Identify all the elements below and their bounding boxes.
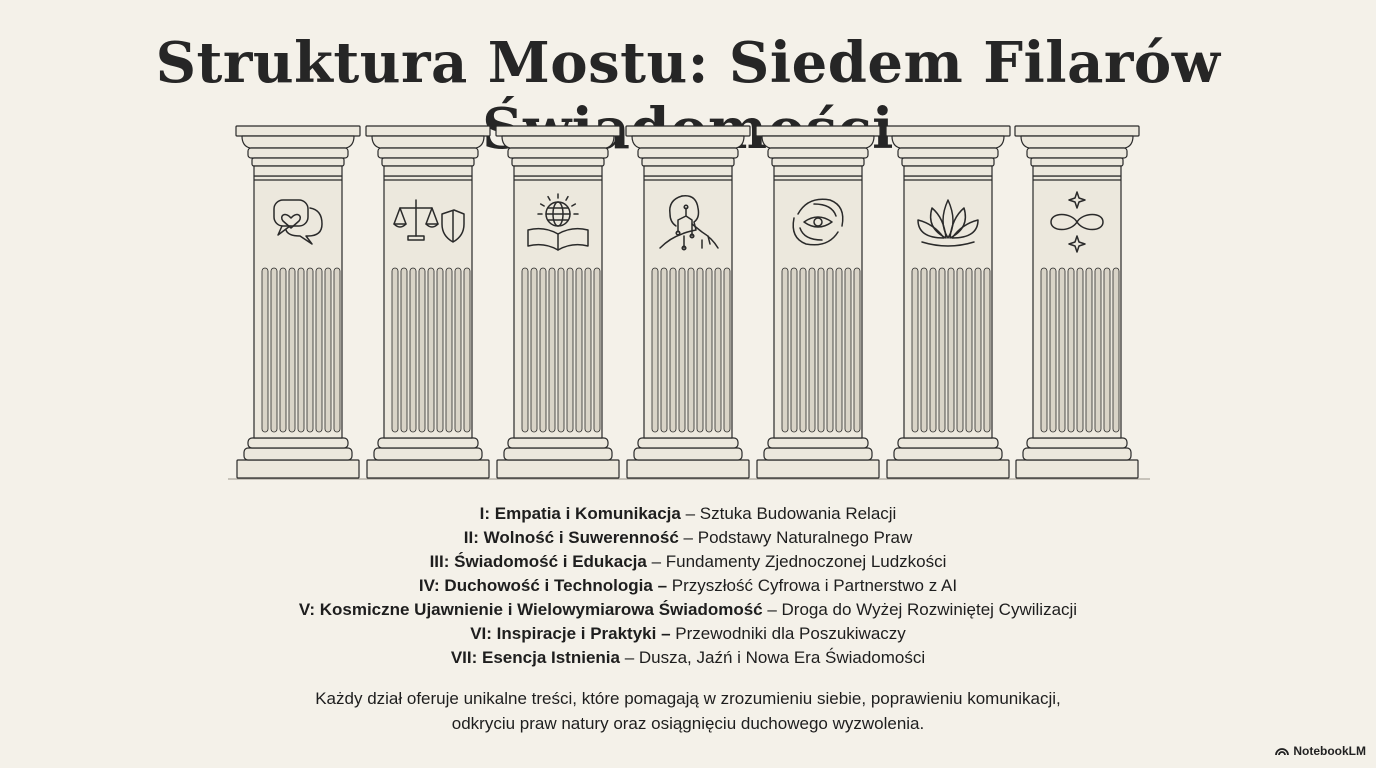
legend-pillar-subtitle: – Droga do Wyżej Rozwiniętej Cywilizacji — [762, 600, 1078, 619]
legend-pillar-subtitle: Przyszłość Cyfrowa i Partnerstwo z AI — [667, 576, 958, 595]
legend-pillar-subtitle: Przewodniki dla Poszukiwaczy — [670, 624, 906, 643]
legend-pillar-subtitle: – Podstawy Naturalnego Praw — [678, 528, 913, 547]
legend-pillar-name: III: Świadomość i Edukacja — [429, 552, 647, 571]
pillar — [1015, 126, 1139, 478]
brand-badge — [1275, 744, 1366, 758]
pillar — [626, 126, 750, 478]
pillars-illustration — [0, 118, 1376, 488]
legend-row — [0, 598, 1376, 622]
summary-line: Każdy dział oferuje unikalne treści, które pomagają w zrozumieniu siebie, poprawieniu komunikacji, — [315, 689, 1061, 708]
legend-pillar-subtitle: – Dusza, Jaźń i Nowa Era Świadomości — [619, 648, 926, 667]
legend-pillar-subtitle: – Sztuka Budowania Relacji — [680, 504, 897, 523]
legend-pillar-name: VI: Inspiracje i Praktyki – — [470, 624, 671, 643]
legend-pillar-name: IV: Duchowość i Technologia – — [418, 576, 668, 595]
brand-label: NotebookLM — [1293, 744, 1366, 758]
pillar — [366, 126, 490, 478]
summary-line: odkryciu praw natury oraz osiągnięciu duchowego wyzwolenia. — [451, 714, 925, 733]
summary-text — [188, 686, 1188, 736]
legend-row — [0, 502, 1376, 526]
pillar — [756, 126, 880, 478]
pillar — [236, 126, 360, 478]
legend-pillar-name: II: Wolność i Suwerenność — [463, 528, 679, 547]
page-title: Struktura Mostu: Siedem Filarów — [155, 30, 1221, 96]
legend-pillar-subtitle: – Fundamenty Zjednoczonej Ludzkości — [646, 552, 947, 571]
notebooklm-logo-icon — [1275, 746, 1289, 756]
legend-row — [0, 574, 1376, 598]
legend-row — [0, 526, 1376, 550]
legend-row — [0, 622, 1376, 646]
legend-row — [0, 646, 1376, 670]
legend-row — [0, 550, 1376, 574]
pillar-legend — [0, 502, 1376, 670]
pillar — [886, 126, 1010, 478]
legend-pillar-name: VII: Esencja Istnienia — [450, 648, 620, 667]
legend-pillar-name: I: Empatia i Komunikacja — [479, 504, 681, 523]
pillar — [496, 126, 620, 478]
legend-pillar-name: V: Kosmiczne Ujawnienie i Wielowymiarowa Świadomość — [298, 600, 763, 619]
